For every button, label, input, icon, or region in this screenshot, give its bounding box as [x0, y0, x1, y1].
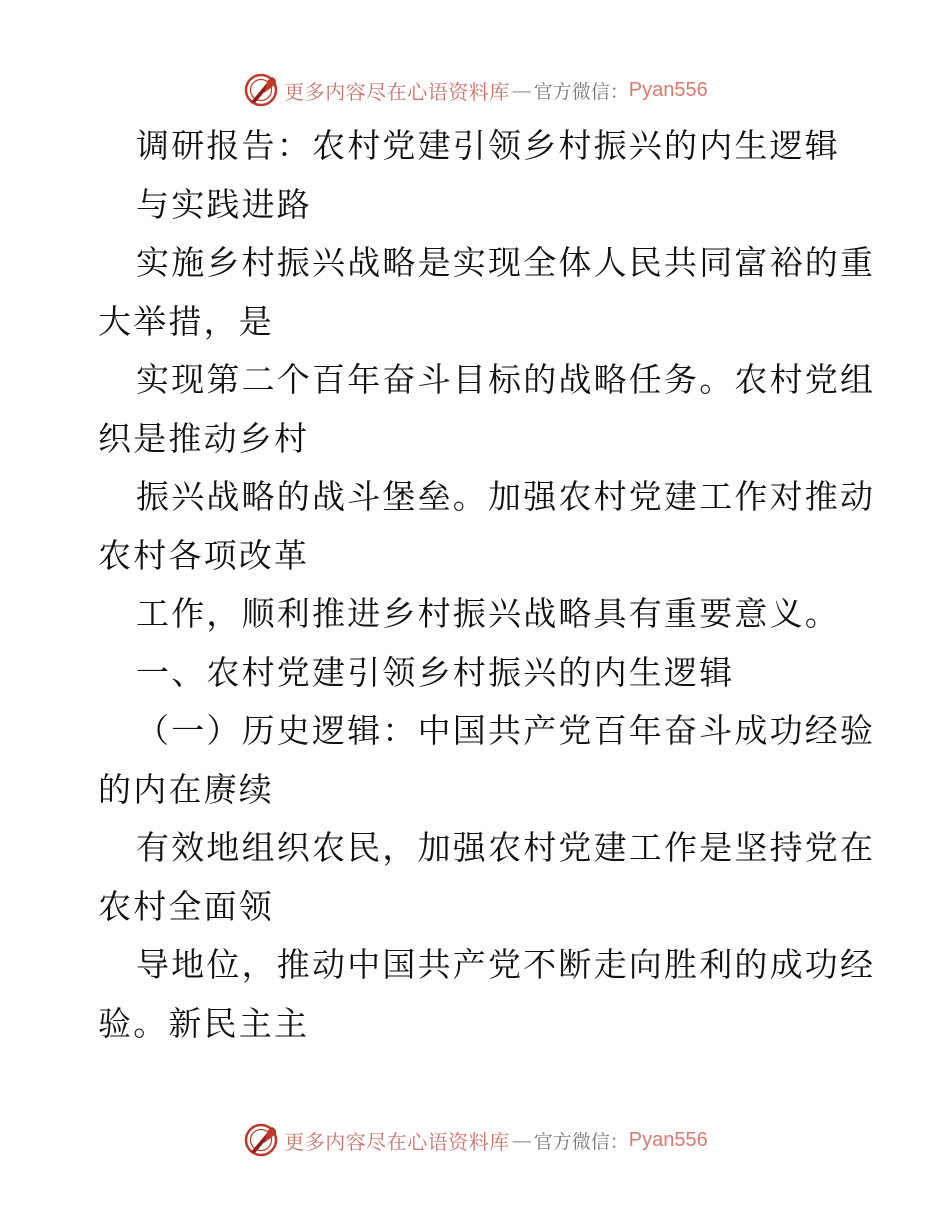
document-body [98, 117, 876, 1053]
paragraph-line: 织是推动乡村 [98, 418, 310, 458]
header-watermark [0, 70, 950, 110]
paragraph-line: 导地位，推动中国共产党不断走向胜利的成功经 [136, 945, 876, 984]
watermark-brand-text: 更多内容尽在心语资料库 [284, 1129, 510, 1154]
title-line-2: 与实践进路 [136, 184, 312, 224]
paragraph-line: 振兴战略的战斗堡垒。加强农村党建工作对推动 [136, 477, 876, 516]
quill-seal-icon [242, 71, 280, 109]
paragraph-line: 验。新民主主 [98, 1003, 310, 1043]
paragraph-line: 农村各项改革 [98, 535, 310, 575]
watermark-wechat-label: 官方微信： [533, 1130, 629, 1153]
watermark-separator: — [511, 1128, 532, 1152]
paragraph-line: 实现第二个百年奋斗目标的战略任务。农村党组 [136, 360, 876, 399]
watermark-wechat-label: 官方微信： [533, 80, 629, 103]
watermark-wechat-id: Pyan556 [628, 78, 708, 101]
paragraph-line: 实施乡村振兴战略是实现全体人民共同富裕的重 [136, 243, 876, 282]
footer-watermark [0, 1120, 950, 1160]
quill-seal-icon [242, 1121, 280, 1159]
paragraph-line: 工作，顺利推进乡村振兴战略具有重要意义。 [136, 594, 840, 633]
paragraph-line: 有效地组织农民，加强农村党建工作是坚持党在 [136, 828, 876, 867]
section-heading: 一、农村党建引领乡村振兴的内生逻辑 [136, 652, 735, 692]
paragraph-line: 农村全面领 [98, 886, 274, 926]
subsection-heading: （一）历史逻辑：中国共产党百年奋斗成功经验 [136, 711, 876, 750]
watermark-separator: — [511, 78, 532, 102]
subsection-heading-cont: 的内在赓续 [98, 769, 274, 809]
paragraph-line: 大举措，是 [98, 301, 274, 341]
watermark-brand-text: 更多内容尽在心语资料库 [284, 79, 510, 104]
title-line-1: 调研报告：农村党建引领乡村振兴的内生逻辑 [136, 126, 840, 165]
watermark-wechat-id: Pyan556 [628, 1128, 708, 1151]
